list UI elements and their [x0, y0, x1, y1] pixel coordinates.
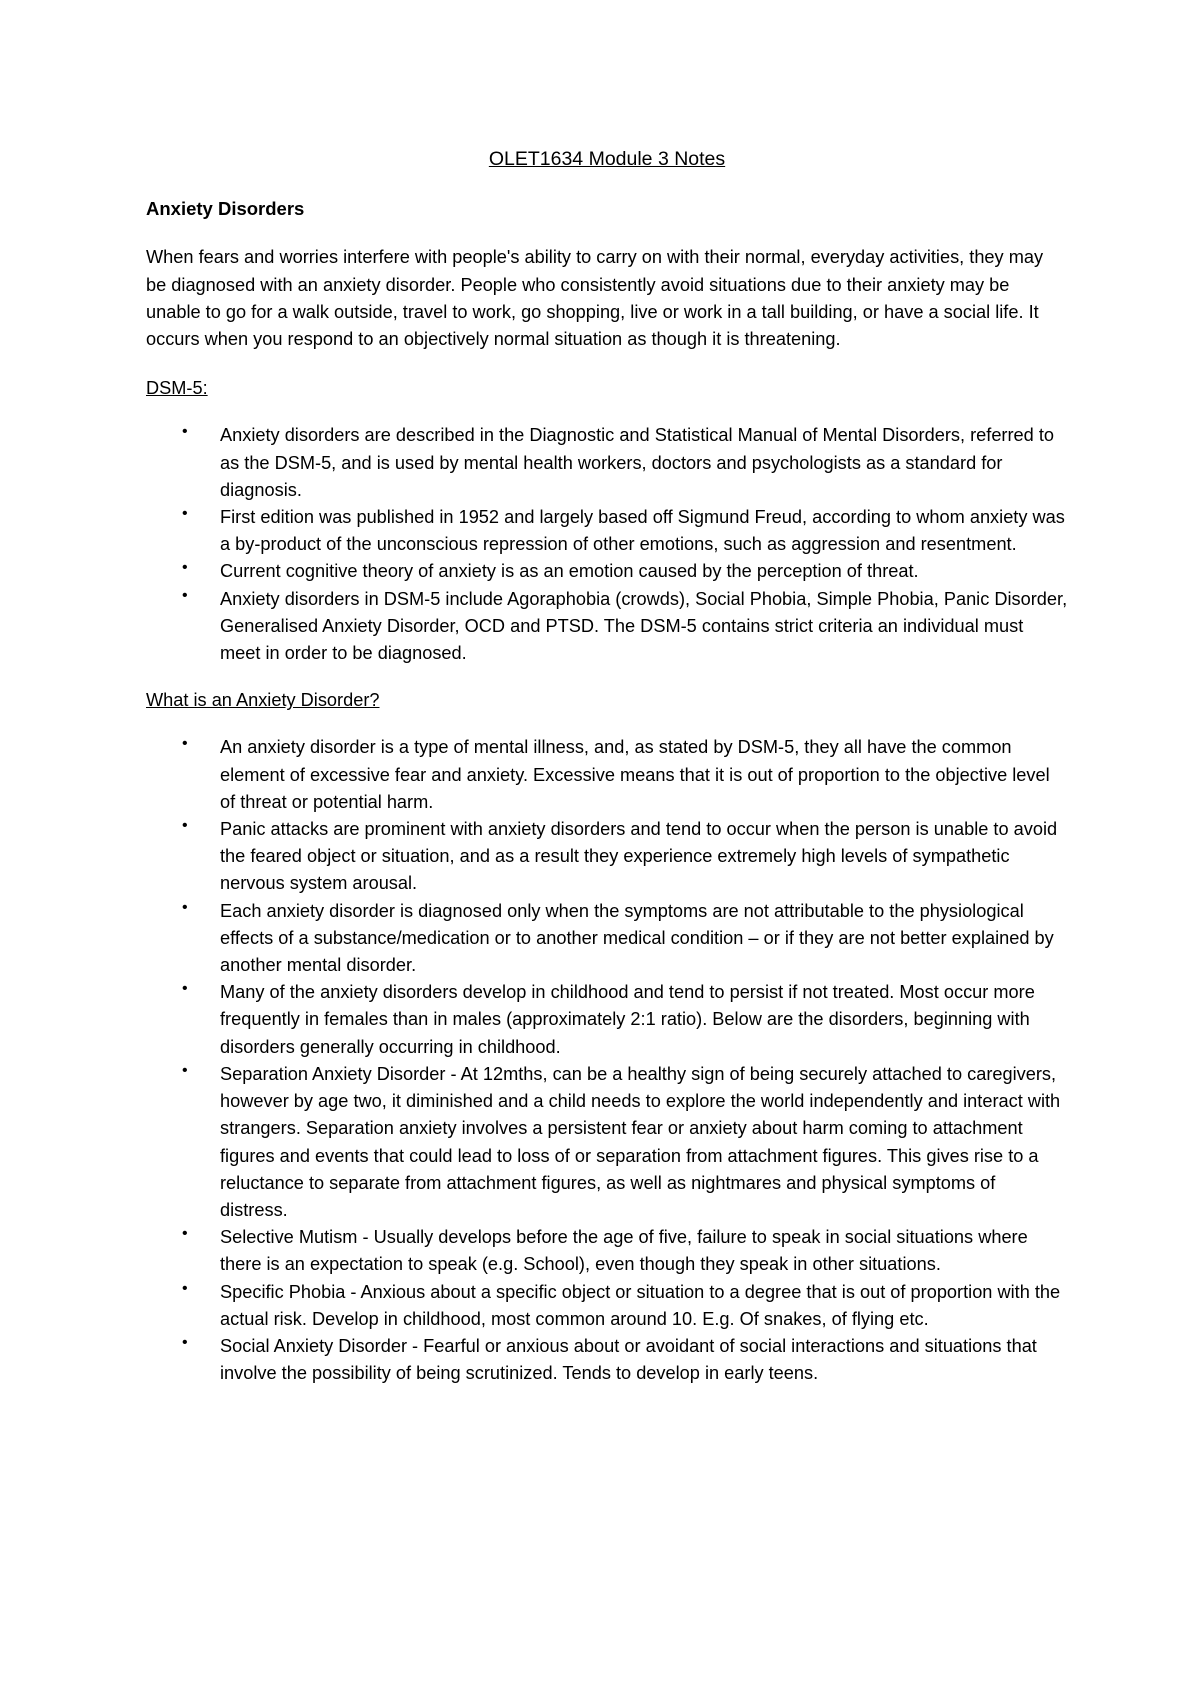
list-item-text: Specific Phobia - Anxious about a specific object or situation to a degree that is out of proportion with the actual risk. Develop in childhood, most common around 10. E.g. Of snakes, of flying etc. [220, 1281, 1061, 1329]
list-item-text: Anxiety disorders are described in the Diagnostic and Statistical Manual of Mental Disorders, referred to as the DSM-5, and is used by mental health workers, doctors and psychologists as a standard for diagnosis. [220, 425, 1054, 500]
bullet-icon: • [182, 1225, 188, 1243]
list-item-text: An anxiety disorder is a type of mental illness, and, as stated by DSM-5, they all have the common element of excessive fear and anxiety. Excessive means that it is out of proportion to the objective level of threat or potential harm. [220, 737, 1050, 812]
section-heading: Anxiety Disorders [146, 198, 305, 220]
list-item-text: First edition was published in 1952 and largely based off Sigmund Freud, according to whom anxiety was a by-product of the unconscious repression of other emotions, such as aggression and resentment. [220, 507, 1065, 555]
list-item [146, 898, 1068, 980]
bullet-icon: • [182, 423, 188, 441]
list-item-text: Selective Mutism - Usually develops before the age of five, failure to speak in social situations where there is an expectation to speak (e.g. School), even though they speak in other situations. [220, 1227, 1028, 1275]
list-item [146, 979, 1068, 1061]
list-item [146, 422, 1068, 504]
what-is-bullet-list [146, 734, 1068, 1387]
bullet-icon: • [182, 735, 188, 753]
list-item [146, 1279, 1068, 1333]
bullet-icon: • [182, 1333, 188, 1351]
bullet-icon: • [182, 1061, 188, 1079]
bullet-icon: • [182, 505, 188, 523]
bullet-icon: • [182, 1279, 188, 1297]
bullet-icon: • [182, 559, 188, 577]
intro-paragraph: When fears and worries interfere with people's ability to carry on with their normal, everyday activities, they may be diagnosed with an anxiety disorder. People who consistently avoid situations due to their anxiety may be unable to go for a walk outside, travel to work, go shopping, live or work in a tall building, or have a social life. It occurs when you respond to an objectively normal situation as though it is threatening. [146, 247, 1044, 350]
list-item [146, 586, 1068, 668]
document-title: OLET1634 Module 3 Notes [488, 148, 726, 170]
list-item-text: Separation Anxiety Disorder - At 12mths, can be a healthy sign of being securely attached to caregivers, however by age two, it diminished and a child needs to explore the world independently and interact with strangers. Separation anxiety involves a persistent fear or anxiety about harm coming to attachment figures and events that could lead to loss of or separation from attachment figures. This gives rise to a reluctance to separate from attachment figures, as well as nightmares and physical symptoms of distress. [220, 1063, 1061, 1220]
list-item-text: Panic attacks are prominent with anxiety disorders and tend to occur when the person is unable to avoid the feared object or situation, and as a result they experience extremely high levels of sympathetic nervous system arousal. [220, 819, 1058, 894]
list-item [146, 504, 1068, 558]
what-is-heading: What is an Anxiety Disorder? [146, 690, 380, 711]
bullet-icon: • [182, 898, 188, 916]
list-item [146, 1061, 1068, 1224]
bullet-icon: • [182, 980, 188, 998]
bullet-icon: • [182, 817, 188, 835]
dsm-bullet-list [146, 422, 1068, 667]
list-item [146, 558, 1068, 585]
list-item [146, 734, 1068, 816]
list-item [146, 1224, 1068, 1278]
dsm-heading: DSM-5: [146, 378, 208, 399]
list-item [146, 1333, 1068, 1387]
document-content [146, 146, 1068, 1407]
list-item-text: Current cognitive theory of anxiety is as an emotion caused by the perception of threat. [220, 561, 919, 582]
list-item-text: Social Anxiety Disorder - Fearful or anxious about or avoidant of social interactions and situations that involve the possibility of being scrutinized. Tends to develop in early teens. [220, 1335, 1037, 1384]
list-item-text: Many of the anxiety disorders develop in childhood and tend to persist if not treated. Most occur more frequently in females than in males (approximately 2:1 ratio). Below are the disorders, beginning with disorders generally occurring in childhood. [220, 982, 1035, 1057]
list-item-text: Anxiety disorders in DSM-5 include Agoraphobia (crowds), Social Phobia, Simple Phobia, Panic Disorder, Generalised Anxiety Disorder, OCD and PTSD. The DSM-5 contains strict criteria an individual must meet in order to be diagnosed. [220, 588, 1068, 664]
list-item [146, 816, 1068, 898]
bullet-icon: • [182, 586, 188, 604]
list-item-text: Each anxiety disorder is diagnosed only when the symptoms are not attributable to the physiological effects of a substance/medication or to another medical condition – or if they are not better explained by another mental disorder. [220, 900, 1054, 976]
